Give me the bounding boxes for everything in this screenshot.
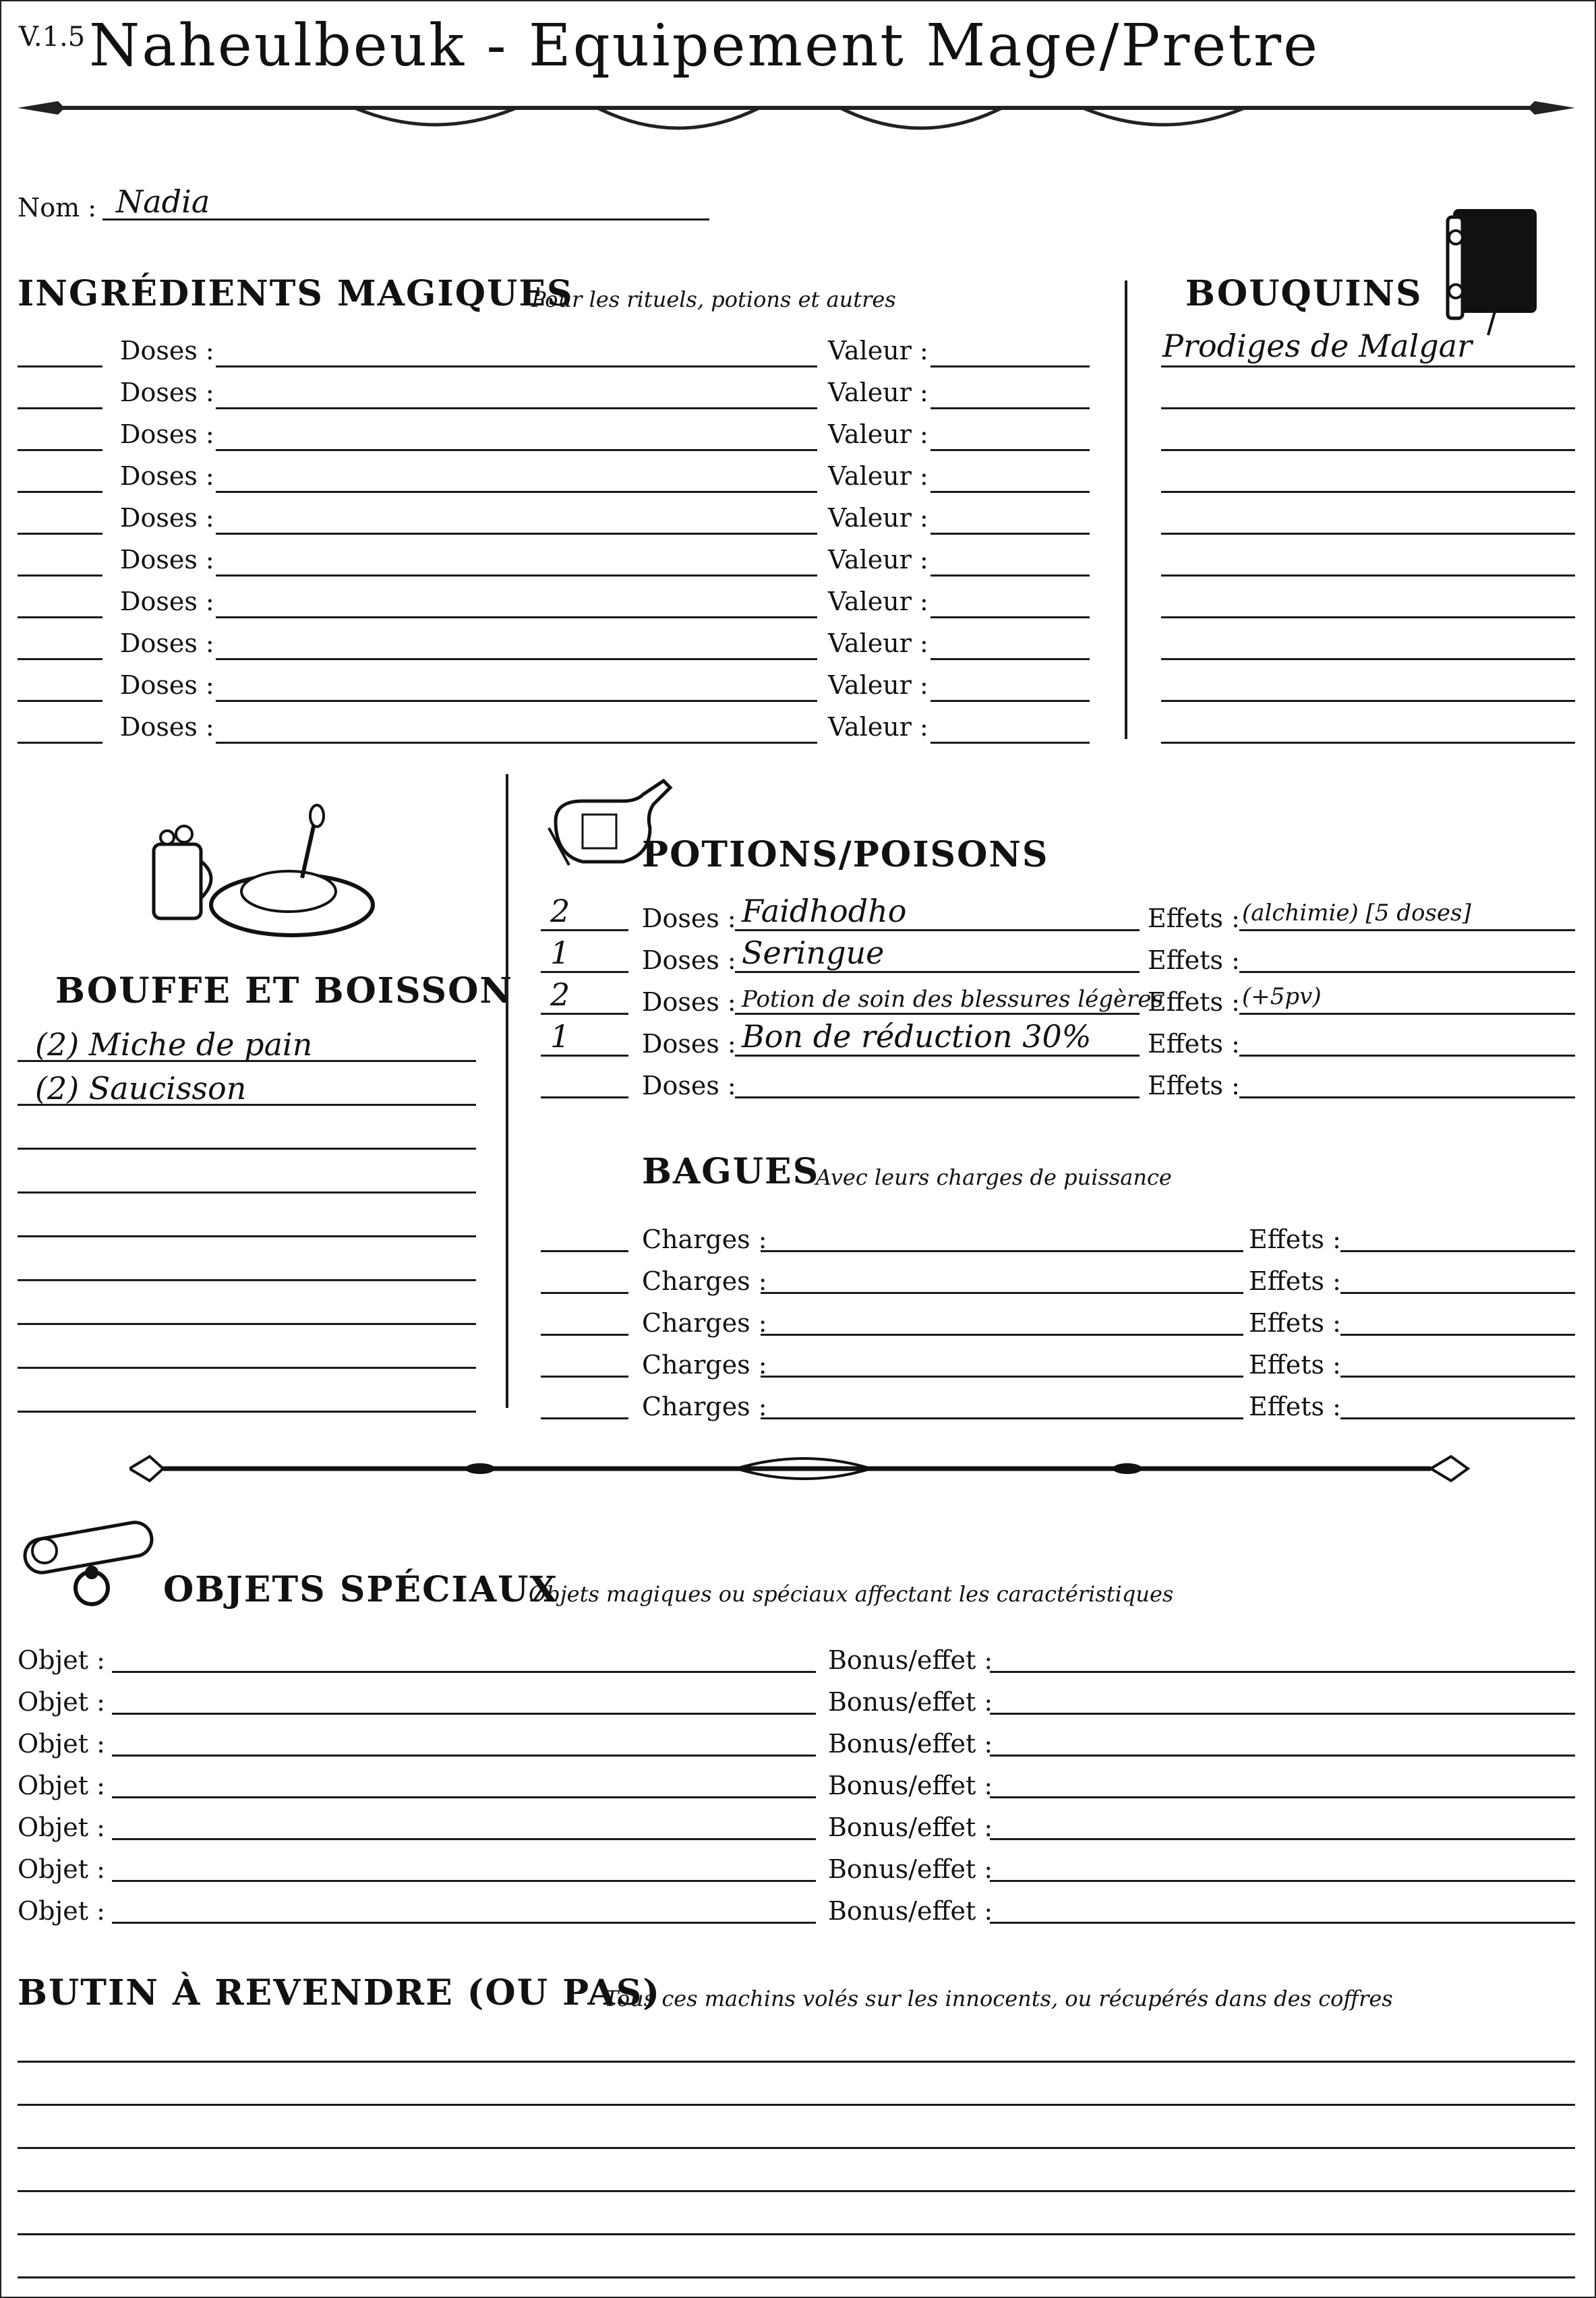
bague-effets-line [1340, 1417, 1575, 1419]
bouquin-line [1161, 365, 1575, 367]
potion-effets-label: Effets : [1148, 904, 1240, 933]
ingredient-name-field[interactable] [216, 668, 817, 700]
ingredient-qty-line [18, 616, 102, 618]
potion-name[interactable]: Seringue [742, 935, 885, 971]
objet-bonus-field[interactable] [990, 1683, 1575, 1715]
version-label: V.1.5 [19, 22, 86, 53]
potion-doses-label: Doses : [642, 987, 736, 1017]
ingredient-doses-label: Doses : [120, 545, 214, 574]
potion-effets-label: Effets : [1148, 1071, 1240, 1100]
bouffe-line [18, 1191, 476, 1194]
potion-doses-label: Doses : [642, 945, 736, 975]
ingredient-name-field[interactable] [216, 459, 817, 491]
potion-qty[interactable]: 2 [550, 893, 570, 929]
potion-doses-label: Doses : [642, 904, 736, 933]
objet-field[interactable] [112, 1892, 816, 1924]
butin-subtitle: Tous ces machins volés sur les innocents, ou récupérés dans des coffres [604, 1986, 1393, 2011]
bague-charges-line [761, 1250, 1243, 1252]
spellbook-icon [1434, 197, 1549, 338]
ingredient-name-line [216, 700, 817, 702]
potion-effet-line [1239, 971, 1575, 973]
ingredient-valeur-line [930, 365, 1090, 367]
ingredient-valeur-line [930, 407, 1090, 409]
bague-effets-line [1340, 1376, 1575, 1378]
objet-line [112, 1755, 816, 1757]
page-title: Naheulbeuk - Equipement Mage/Pretre [89, 12, 1320, 80]
ingredient-valeur-label: Valeur : [828, 587, 928, 616]
ingredient-doses-label: Doses : [120, 419, 214, 449]
potion-name[interactable]: Faidhodho [742, 893, 907, 929]
potion-effet[interactable]: (alchimie) [5 doses] [1242, 900, 1471, 926]
ingredients-title: INGRÉDIENTS MAGIQUES [18, 273, 574, 314]
ingredient-name-line [216, 533, 817, 535]
ingredient-valeur-label: Valeur : [828, 461, 928, 491]
potion-doses-label: Doses : [642, 1071, 736, 1100]
bouffe-line [18, 1060, 476, 1062]
bague-charges-field[interactable] [761, 1388, 1243, 1420]
ingredient-name-field[interactable] [216, 333, 817, 365]
objet-label: Objet : [18, 1896, 105, 1926]
ingredient-valeur-field[interactable] [930, 459, 1090, 491]
bouquin-entry[interactable]: Prodiges de Malgar [1162, 328, 1473, 364]
objet-line [112, 1838, 816, 1840]
butin-line [18, 2147, 1575, 2149]
objet-bonus-field[interactable] [990, 1725, 1575, 1757]
bouffe-line [18, 1148, 476, 1150]
bouffe-line [18, 1323, 476, 1325]
butin-field[interactable] [18, 2204, 1575, 2236]
ingredient-doses-label: Doses : [120, 378, 214, 407]
bouffe-line [18, 1279, 476, 1281]
ingredient-valeur-field[interactable] [930, 375, 1090, 407]
objet-bonus-label: Bonus/effet : [828, 1854, 993, 1884]
potion-effet-line [1239, 929, 1575, 931]
bague-effets-line [1340, 1250, 1575, 1252]
potion-name[interactable]: Potion de soin des blessures légères [742, 986, 1163, 1013]
objet-line [112, 1796, 816, 1798]
bague-effets-field[interactable] [1340, 1262, 1575, 1295]
ingredient-name-field[interactable] [216, 709, 817, 742]
butin-field[interactable] [18, 2074, 1575, 2106]
bouquin-line [1161, 742, 1575, 744]
objet-bonus-label: Bonus/effet : [828, 1896, 993, 1926]
ingredient-name-field[interactable] [216, 584, 817, 616]
bouffe-entry[interactable]: (2) Saucisson [35, 1070, 247, 1107]
objet-bonus-field[interactable] [990, 1850, 1575, 1883]
ingredient-qty-line [18, 574, 102, 577]
bouffe-line [18, 1104, 476, 1106]
ingredient-name-line [216, 658, 817, 660]
butin-field[interactable] [18, 2117, 1575, 2150]
objet-label: Objet : [18, 1729, 105, 1759]
objet-bonus-label: Bonus/effet : [828, 1813, 993, 1842]
ingredient-valeur-line [930, 491, 1090, 493]
potion-name[interactable]: Bon de réduction 30% [742, 1018, 1092, 1055]
bague-effets-label: Effets : [1249, 1392, 1341, 1421]
bague-charges-label: Charges : [642, 1225, 767, 1254]
objet-field[interactable] [112, 1850, 816, 1883]
ingredient-qty-line [18, 491, 102, 493]
ingredient-name-line [216, 449, 817, 451]
ingredient-name-line [216, 574, 817, 577]
potion-qty[interactable]: 2 [550, 976, 570, 1013]
ingredient-valeur-line [930, 700, 1090, 702]
objet-label: Objet : [18, 1854, 105, 1884]
ingredient-valeur-field[interactable] [930, 584, 1090, 616]
bague-charges-label: Charges : [642, 1392, 767, 1421]
potion-qty[interactable]: 1 [550, 1018, 570, 1055]
bague-qty-line [541, 1250, 628, 1252]
potion-name-line [735, 929, 1140, 931]
objet-line [112, 1671, 816, 1673]
objet-bonus-line [990, 1755, 1575, 1757]
ingredient-qty-line [18, 365, 102, 367]
potion-effet[interactable]: (+5pv) [1242, 983, 1322, 1010]
butin-title: BUTIN À REVENDRE (OU PAS) [18, 1972, 661, 2013]
objet-label: Objet : [18, 1687, 105, 1717]
bouffe-line [18, 1367, 476, 1369]
potion-name-line [735, 1096, 1140, 1098]
ingredient-doses-label: Doses : [120, 670, 214, 700]
bouquin-line [1161, 533, 1575, 535]
bouquin-line [1161, 616, 1575, 618]
ingredient-valeur-field[interactable] [930, 333, 1090, 365]
ingredient-valeur-field[interactable] [930, 500, 1090, 533]
objet-line [112, 1713, 816, 1715]
bague-charges-field[interactable] [761, 1262, 1243, 1295]
potion-qty-line [541, 929, 628, 931]
ingredient-valeur-field[interactable] [930, 709, 1090, 742]
ingredient-doses-label: Doses : [120, 628, 214, 658]
ingredient-name-field[interactable] [216, 500, 817, 533]
bague-effets-line [1340, 1334, 1575, 1336]
bague-effets-field[interactable] [1340, 1304, 1575, 1336]
bouffe-line [18, 1235, 476, 1237]
ingredient-valeur-field[interactable] [930, 542, 1090, 574]
potion-qty-line [541, 1096, 628, 1098]
potion-effet-line [1239, 1096, 1575, 1098]
bouffe-entry[interactable]: (2) Miche de pain [35, 1026, 313, 1063]
butin-line [18, 2061, 1575, 2063]
scroll-ring-icon [18, 1510, 159, 1612]
potion-name-line [735, 1013, 1140, 1015]
potion-qty-line [541, 1013, 628, 1015]
ingredient-doses-label: Doses : [120, 587, 214, 616]
nom-label: Nom : [18, 193, 97, 223]
butin-line [18, 2190, 1575, 2192]
potion-effets-label: Effets : [1148, 945, 1240, 975]
butin-field[interactable] [18, 2247, 1575, 2279]
butin-line [18, 2276, 1575, 2278]
objet-bonus-label: Bonus/effet : [828, 1729, 993, 1759]
bague-effets-field[interactable] [1340, 1388, 1575, 1420]
bouquin-line [1161, 700, 1575, 702]
objet-field[interactable] [112, 1808, 816, 1841]
objet-bonus-line [990, 1671, 1575, 1673]
bague-charges-line [761, 1334, 1243, 1336]
potion-qty[interactable]: 1 [550, 935, 570, 971]
objet-bonus-field[interactable] [990, 1808, 1575, 1841]
ingredient-valeur-line [930, 616, 1090, 618]
ingredient-name-field[interactable] [216, 375, 817, 407]
ingredient-valeur-label: Valeur : [828, 336, 928, 365]
ingredient-doses-label: Doses : [120, 461, 214, 491]
bague-effets-line [1340, 1292, 1575, 1294]
potion-effet-line [1239, 1013, 1575, 1015]
nom-line [102, 218, 709, 220]
potion-qty-line [541, 1055, 628, 1057]
ingredient-name-line [216, 407, 817, 409]
bague-charges-line [761, 1292, 1243, 1294]
ingredient-qty-line [18, 700, 102, 702]
ingredients-subtitle: Pour les rituels, potions et autres [531, 287, 896, 312]
bague-charges-label: Charges : [642, 1308, 767, 1338]
ingredient-name-line [216, 742, 817, 744]
ingredient-valeur-line [930, 658, 1090, 660]
objet-bonus-line [990, 1922, 1575, 1924]
bague-charges-field[interactable] [761, 1304, 1243, 1336]
ingredient-name-field[interactable] [216, 626, 817, 658]
objet-bonus-line [990, 1880, 1575, 1882]
butin-field[interactable] [18, 2031, 1575, 2063]
objet-bonus-line [990, 1838, 1575, 1840]
ingredient-valeur-line [930, 449, 1090, 451]
ingredient-valeur-field[interactable] [930, 668, 1090, 700]
bague-effets-label: Effets : [1249, 1350, 1341, 1380]
ingredient-valeur-line [930, 533, 1090, 535]
potion-name-line [735, 971, 1140, 973]
bague-charges-field[interactable] [761, 1346, 1243, 1378]
bouquin-line [1161, 449, 1575, 451]
objet-bonus-field[interactable] [990, 1641, 1575, 1674]
butin-field[interactable] [18, 2160, 1575, 2193]
ingredient-valeur-label: Valeur : [828, 545, 928, 574]
potion-effets-label: Effets : [1148, 1029, 1240, 1059]
ingredient-qty-line [18, 742, 102, 744]
ingredient-qty-line [18, 533, 102, 535]
objet-bonus-field[interactable] [990, 1767, 1575, 1799]
objet-label: Objet : [18, 1645, 105, 1675]
ingredient-doses-label: Doses : [120, 336, 214, 365]
potion-effets-label: Effets : [1148, 987, 1240, 1017]
ingredient-valeur-label: Valeur : [828, 378, 928, 407]
objet-bonus-label: Bonus/effet : [828, 1687, 993, 1717]
ingredient-name-line [216, 365, 817, 367]
objet-bonus-label: Bonus/effet : [828, 1645, 993, 1675]
ingredient-valeur-label: Valeur : [828, 628, 928, 658]
bagues-title: BAGUES [642, 1151, 820, 1192]
spear-divider-icon [18, 88, 1575, 142]
objet-label: Objet : [18, 1771, 105, 1800]
objet-line [112, 1880, 816, 1882]
potion-effet-line [1239, 1055, 1575, 1057]
ingredient-name-field[interactable] [216, 417, 817, 449]
bague-qty-line [541, 1376, 628, 1378]
bouquins-title: BOUQUINS [1185, 273, 1423, 314]
objets-subtitle: Objets magiques ou spéciaux affectant les caractéristiques [529, 1581, 1174, 1607]
staff-divider-icon [129, 1448, 1471, 1489]
bague-effets-field[interactable] [1340, 1220, 1575, 1253]
objets-title: OBJETS SPÉCIAUX [163, 1569, 558, 1610]
column-divider-top [1125, 281, 1127, 739]
objet-field[interactable] [112, 1641, 816, 1674]
column-divider-middle [506, 774, 508, 1408]
bague-qty-line [541, 1417, 628, 1419]
bouquin-line [1161, 658, 1575, 660]
bague-effets-label: Effets : [1249, 1266, 1341, 1296]
nom-value[interactable]: Nadia [116, 183, 210, 220]
bague-effets-label: Effets : [1249, 1225, 1341, 1254]
potion-name-line [735, 1055, 1140, 1057]
ingredient-name-field[interactable] [216, 542, 817, 574]
bague-charges-field[interactable] [761, 1220, 1243, 1253]
butin-line [18, 2104, 1575, 2106]
ingredient-valeur-label: Valeur : [828, 419, 928, 449]
food-plate-icon [140, 804, 376, 945]
objet-field[interactable] [112, 1683, 816, 1715]
objet-field[interactable] [112, 1725, 816, 1757]
ingredient-qty-line [18, 449, 102, 451]
objet-line [112, 1922, 816, 1924]
bagues-subtitle: Avec leurs charges de puissance [816, 1165, 1172, 1190]
bague-qty-line [541, 1334, 628, 1336]
bague-effets-label: Effets : [1249, 1308, 1341, 1338]
ingredient-valeur-label: Valeur : [828, 503, 928, 533]
ingredient-valeur-line [930, 742, 1090, 744]
potion-doses-label: Doses : [642, 1029, 736, 1059]
bague-charges-label: Charges : [642, 1266, 767, 1296]
ingredient-valeur-label: Valeur : [828, 670, 928, 700]
bague-charges-line [761, 1376, 1243, 1378]
ingredient-qty-line [18, 658, 102, 660]
objet-bonus-line [990, 1713, 1575, 1715]
ingredient-valeur-field[interactable] [930, 417, 1090, 449]
bouffe-line [18, 1411, 476, 1413]
ingredient-name-line [216, 616, 817, 618]
objet-bonus-label: Bonus/effet : [828, 1771, 993, 1800]
bague-qty-line [541, 1292, 628, 1294]
ingredient-qty-line [18, 407, 102, 409]
bague-charges-label: Charges : [642, 1350, 767, 1380]
ingredient-doses-label: Doses : [120, 712, 214, 742]
bague-effets-field[interactable] [1340, 1346, 1575, 1378]
objet-label: Objet : [18, 1813, 105, 1842]
potions-title: POTIONS/POISONS [642, 834, 1049, 875]
butin-line [18, 2233, 1575, 2235]
potion-qty-line [541, 971, 628, 973]
ingredient-name-line [216, 491, 817, 493]
objet-bonus-line [990, 1796, 1575, 1798]
bouffe-title: BOUFFE ET BOISSON [55, 970, 513, 1011]
ingredient-valeur-field[interactable] [930, 626, 1090, 658]
bouquin-line [1161, 407, 1575, 409]
bouquin-line [1161, 574, 1575, 577]
bague-charges-line [761, 1417, 1243, 1419]
ingredient-doses-label: Doses : [120, 503, 214, 533]
ingredient-valeur-label: Valeur : [828, 712, 928, 742]
bouquin-line [1161, 491, 1575, 493]
ingredient-valeur-line [930, 574, 1090, 577]
objet-bonus-field[interactable] [990, 1892, 1575, 1924]
objet-field[interactable] [112, 1767, 816, 1799]
